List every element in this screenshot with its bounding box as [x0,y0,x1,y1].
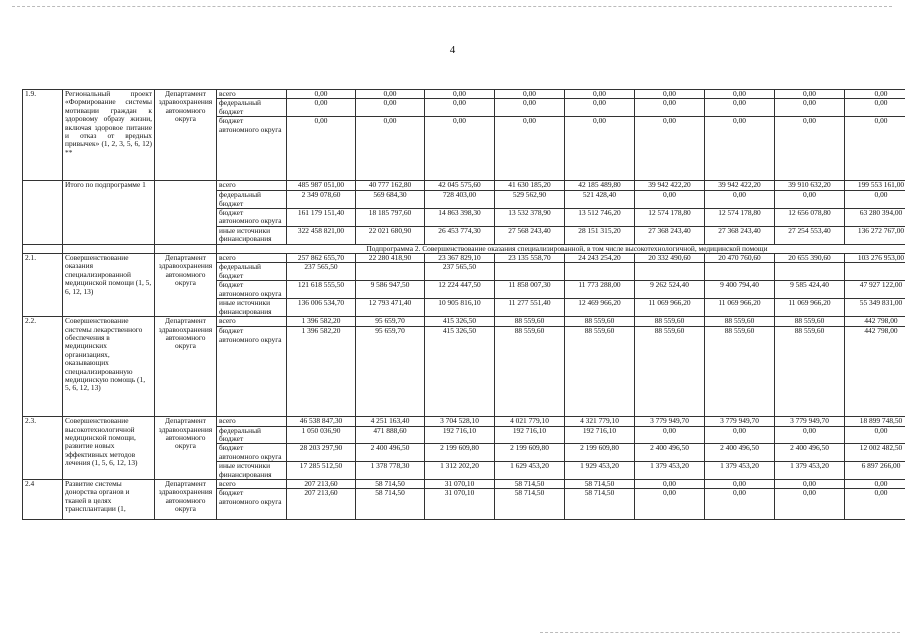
funding-value: 23 367 829,10 [425,254,495,263]
funding-value: 88 559,60 [705,317,775,327]
funding-value: 103 276 953,00 [845,254,905,263]
funding-value: 23 135 558,70 [495,254,565,263]
funding-value: 9 585 424,40 [775,281,845,299]
funding-source: бюджет автономного округа [217,444,287,462]
funding-value: 0,00 [635,426,705,444]
funding-value: 58 714,50 [356,489,425,520]
table-row [23,181,905,191]
funding-value: 47 927 122,00 [845,281,905,299]
funding-value: 39 910 632,20 [775,181,845,191]
funding-source: бюджет автономного округа [217,281,287,299]
funding-value: 22 021 680,90 [356,226,425,244]
funding-value: 12 574 178,80 [635,209,705,227]
funding-value: 2 349 078,60 [287,191,356,209]
funding-value: 0,00 [425,90,495,99]
budget-table-container [22,89,905,520]
funding-value: 0,00 [425,117,495,181]
funding-value: 58 714,50 [565,479,635,488]
funding-value: 58 714,50 [356,479,425,488]
funding-value: 1 929 453,20 [565,462,635,480]
funding-value: 0,00 [356,117,425,181]
row-code: 2.3. [23,417,63,480]
funding-value: 1 629 453,20 [495,462,565,480]
funding-value: 0,00 [287,90,356,99]
funding-value: 9 586 947,50 [356,281,425,299]
funding-value: 0,00 [845,99,905,117]
funding-value: 39 942 422,20 [705,181,775,191]
funding-value: 88 559,60 [775,317,845,327]
funding-value: 88 559,60 [495,327,565,417]
funding-value: 0,00 [635,489,705,520]
funding-value: 0,00 [775,191,845,209]
responsible-department: Департамент здравоохранения автономного округа [155,317,217,417]
funding-value: 27 568 243,40 [495,226,565,244]
funding-value: 12 574 178,80 [705,209,775,227]
funding-value: 0,00 [635,117,705,181]
page-number: 4 [449,44,456,56]
measure-name: Совершенствование системы лекарственного обеспечения в медицинских организациях, оказывающих специализированную медицинскую помощь (1, 5, 6, 12, 13) [63,317,155,417]
funding-value: 11 773 288,00 [565,281,635,299]
funding-value: 207 213,60 [287,479,356,488]
funding-value: 2 199 609,80 [425,444,495,462]
funding-value: 485 987 051,00 [287,181,356,191]
measure-name: Итого по подпрограмме 1 [63,181,155,244]
funding-value [565,263,635,281]
funding-value: 0,00 [775,90,845,99]
funding-value [705,263,775,281]
funding-value: 1 379 453,20 [705,462,775,480]
funding-value: 0,00 [705,479,775,488]
funding-value: 1 396 582,20 [287,317,356,327]
funding-source: иные источники финансирования [217,299,287,317]
table-row [23,317,905,327]
funding-value: 11 069 966,20 [705,299,775,317]
funding-value: 0,00 [775,426,845,444]
funding-value: 14 863 398,30 [425,209,495,227]
funding-value: 41 630 185,20 [495,181,565,191]
responsible-department: Департамент здравоохранения автономного округа [155,479,217,519]
funding-value: 6 897 266,00 [845,462,905,480]
funding-value: 3 779 949,70 [635,417,705,426]
funding-value: 0,00 [356,90,425,99]
funding-value: 442 798,00 [845,317,905,327]
funding-value: 3 704 528,10 [425,417,495,426]
funding-value: 0,00 [705,489,775,520]
funding-value: 9 262 524,40 [635,281,705,299]
funding-value: 11 277 551,40 [495,299,565,317]
funding-value: 0,00 [775,479,845,488]
funding-value: 12 793 471,40 [356,299,425,317]
funding-value: 88 559,60 [705,327,775,417]
funding-value: 58 714,50 [565,489,635,520]
funding-value: 322 458 821,00 [287,226,356,244]
subprogram-2-heading: Подпрограмма 2. Совершенствование оказания специализированной, в том числе высокотехнологичной, медицинской помощи [217,244,905,253]
funding-value: 1 050 036,90 [287,426,356,444]
funding-value: 2 199 609,80 [565,444,635,462]
funding-value: 0,00 [705,117,775,181]
funding-value: 1 396 582,20 [287,327,356,417]
funding-value: 11 858 007,30 [495,281,565,299]
funding-value: 2 400 496,50 [356,444,425,462]
funding-value: 11 069 966,20 [635,299,705,317]
funding-value: 95 659,70 [356,327,425,417]
funding-value: 24 243 254,20 [565,254,635,263]
funding-value: 199 553 161,00 [845,181,905,191]
funding-value: 0,00 [356,99,425,117]
funding-value: 13 532 378,90 [495,209,565,227]
measure-name: Совершенствование высокотехнологичной медицинской помощи, развитие новых эффективных методов лечения (1, 5, 6, 12, 13) [63,417,155,480]
funding-value: 28 151 315,20 [565,226,635,244]
funding-value: 0,00 [775,117,845,181]
funding-source: иные источники финансирования [217,462,287,480]
table-row [23,90,905,99]
funding-value: 0,00 [845,191,905,209]
funding-value: 2 400 496,50 [775,444,845,462]
funding-value: 192 716,10 [565,426,635,444]
row-code: 2.2. [23,317,63,417]
funding-value: 257 862 655,70 [287,254,356,263]
funding-value: 88 559,60 [635,317,705,327]
measure-name: Региональный проект «Формирование системы мотивации граждан к здоровому образу жизни, включая здоровое питание и отказ от вредных привычек» (1, 2, 3, 5, 6, 12) ** [63,90,155,181]
responsible-department: Департамент здравоохранения автономного округа [155,417,217,480]
funding-value: 12 002 482,50 [845,444,905,462]
funding-value: 12 224 447,50 [425,281,495,299]
funding-value: 13 512 746,20 [565,209,635,227]
responsible-department: Департамент здравоохранения автономного округа [155,254,217,317]
funding-value: 0,00 [287,99,356,117]
funding-value: 4 021 779,10 [495,417,565,426]
funding-value: 1 379 453,20 [635,462,705,480]
funding-value: 63 280 394,00 [845,209,905,227]
row-code: 1.9. [23,90,63,181]
funding-source: бюджет автономного округа [217,327,287,417]
funding-value: 88 559,60 [495,317,565,327]
budget-table [22,89,905,520]
funding-source: всего [217,479,287,488]
funding-value: 9 400 794,40 [705,281,775,299]
funding-value: 0,00 [425,99,495,117]
funding-value: 0,00 [845,489,905,520]
funding-value: 2 199 609,80 [495,444,565,462]
funding-source: федеральный бюджет [217,99,287,117]
funding-source: всего [217,181,287,191]
funding-value: 0,00 [565,90,635,99]
funding-value: 0,00 [705,90,775,99]
funding-value: 27 254 553,40 [775,226,845,244]
measure-name: Развитие системы донорства органов и тканей в целях трансплантации (1, [63,479,155,519]
funding-value: 0,00 [705,426,775,444]
funding-value: 88 559,60 [635,327,705,417]
funding-value: 207 213,60 [287,489,356,520]
funding-value: 22 280 418,90 [356,254,425,263]
funding-value: 31 070,10 [425,479,495,488]
funding-value: 17 285 512,50 [287,462,356,480]
funding-value: 27 368 243,40 [635,226,705,244]
funding-value: 442 798,00 [845,327,905,417]
funding-value: 55 349 831,00 [845,299,905,317]
funding-value: 12 656 078,80 [775,209,845,227]
funding-value: 4 321 779,10 [565,417,635,426]
funding-value: 0,00 [495,117,565,181]
funding-value: 2 400 496,50 [705,444,775,462]
table-row [23,417,905,426]
funding-value: 20 332 490,60 [635,254,705,263]
funding-value: 0,00 [495,90,565,99]
funding-value: 88 559,60 [565,317,635,327]
funding-value: 11 069 966,20 [775,299,845,317]
funding-value: 0,00 [635,191,705,209]
funding-value: 3 779 949,70 [775,417,845,426]
funding-value: 58 714,50 [495,479,565,488]
funding-value: 58 714,50 [495,489,565,520]
funding-value: 0,00 [845,479,905,488]
funding-value [775,263,845,281]
funding-value: 0,00 [635,99,705,117]
funding-value: 136 006 534,70 [287,299,356,317]
funding-value: 121 618 555,50 [287,281,356,299]
funding-value: 0,00 [775,489,845,520]
funding-source: всего [217,90,287,99]
funding-value: 10 905 816,10 [425,299,495,317]
funding-value: 0,00 [845,117,905,181]
scan-edge-top [12,6,892,7]
funding-value: 0,00 [705,99,775,117]
responsible-department: Департамент здравоохранения автономного округа [155,90,217,181]
measure-name: Совершенствование оказания специализированной медицинской помощи (1, 5, 6, 12, 13) [63,254,155,317]
table-body-heading [23,244,905,253]
funding-value: 0,00 [775,99,845,117]
funding-value: 0,00 [845,90,905,99]
funding-value: 20 470 760,60 [705,254,775,263]
funding-value: 0,00 [495,99,565,117]
funding-value: 0,00 [287,117,356,181]
funding-value: 237 565,50 [425,263,495,281]
row-code: 2.4 [23,479,63,519]
funding-value: 569 684,30 [356,191,425,209]
funding-value [495,263,565,281]
row-code: 2.1. [23,254,63,317]
funding-source: федеральный бюджет [217,263,287,281]
funding-value: 42 185 489,80 [565,181,635,191]
funding-value: 20 655 390,60 [775,254,845,263]
funding-value: 136 272 767,00 [845,226,905,244]
funding-value [845,263,905,281]
funding-source: всего [217,317,287,327]
funding-value: 12 469 966,20 [565,299,635,317]
funding-source: иные источники финансирования [217,226,287,244]
funding-value: 3 779 949,70 [705,417,775,426]
funding-source: бюджет автономного округа [217,489,287,520]
funding-value: 0,00 [565,117,635,181]
funding-value: 1 379 453,20 [775,462,845,480]
funding-value: 415 326,50 [425,327,495,417]
table-row [23,254,905,263]
funding-value: 0,00 [565,99,635,117]
funding-source: всего [217,417,287,426]
funding-source: федеральный бюджет [217,426,287,444]
funding-value: 471 888,60 [356,426,425,444]
funding-value: 1 312 202,20 [425,462,495,480]
responsible-department [155,181,217,244]
funding-value: 192 716,10 [495,426,565,444]
funding-value: 42 045 575,60 [425,181,495,191]
funding-value: 237 565,50 [287,263,356,281]
funding-value: 521 428,40 [565,191,635,209]
funding-value: 161 179 151,40 [287,209,356,227]
funding-value: 0,00 [635,479,705,488]
table-body-subprogram-1 [23,90,905,245]
funding-value: 46 538 847,30 [287,417,356,426]
scan-edge-bottom [540,632,900,633]
funding-value: 31 070,10 [425,489,495,520]
funding-value: 0,00 [635,90,705,99]
funding-value: 2 400 496,50 [635,444,705,462]
funding-value: 415 326,50 [425,317,495,327]
funding-value: 0,00 [845,426,905,444]
funding-value [356,263,425,281]
funding-value: 18 899 748,50 [845,417,905,426]
row-code [23,181,63,244]
funding-value: 4 251 163,40 [356,417,425,426]
funding-value: 40 777 162,80 [356,181,425,191]
funding-value: 1 378 778,30 [356,462,425,480]
funding-value: 28 203 297,90 [287,444,356,462]
funding-source: всего [217,254,287,263]
funding-value: 27 368 243,40 [705,226,775,244]
subprogram-heading-row [23,244,905,253]
table-row [23,479,905,488]
funding-source: бюджет автономного округа [217,117,287,181]
funding-value: 88 559,60 [775,327,845,417]
funding-value: 18 185 797,60 [356,209,425,227]
funding-value [635,263,705,281]
funding-value: 529 562,90 [495,191,565,209]
funding-value: 192 716,10 [425,426,495,444]
funding-value: 728 403,00 [425,191,495,209]
funding-value: 39 942 422,20 [635,181,705,191]
table-body-subprogram-2 [23,254,905,520]
funding-value: 26 453 774,30 [425,226,495,244]
funding-source: федеральный бюджет [217,191,287,209]
funding-value: 0,00 [705,191,775,209]
funding-value: 95 659,70 [356,317,425,327]
funding-value: 88 559,60 [565,327,635,417]
funding-source: бюджет автономного округа [217,209,287,227]
